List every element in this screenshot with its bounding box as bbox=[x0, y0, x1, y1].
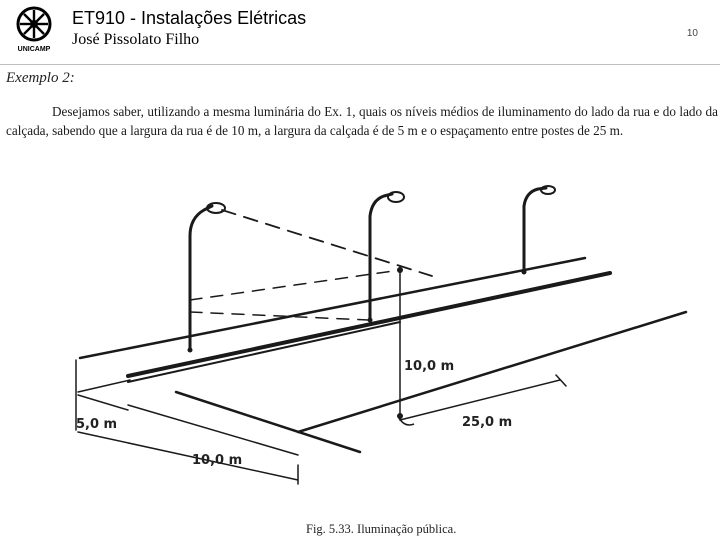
label-pole-height: 10,0 m bbox=[404, 359, 455, 374]
pole-base-middle bbox=[368, 318, 373, 323]
pole-right bbox=[524, 188, 546, 272]
height-dim-marker-top bbox=[397, 267, 403, 273]
problem-text: Desejamos saber, utilizando a mesma luminária do Ex. 1, quais os níveis médios de iluminamento do lado da rua e do lado da calçada, sabendo que a largura da rua é de 10 m, a largura da calçada é de 5 m e o espaçamento entre postes de 25 m. bbox=[6, 104, 718, 138]
example-title: Exemplo 2: bbox=[6, 70, 75, 86]
header-title: ET910 - Instalações Elétricas bbox=[72, 8, 307, 28]
road-edge-near-top bbox=[128, 322, 400, 382]
header-divider bbox=[0, 64, 720, 65]
dim-sidewalk bbox=[78, 395, 128, 410]
sidewalk-edge bbox=[298, 312, 686, 432]
label-sidewalk-width: 5,0 m bbox=[76, 417, 118, 432]
dim-street bbox=[128, 405, 298, 455]
header-author: José Pissolato Filho bbox=[72, 31, 200, 48]
logo-text: UNICAMP bbox=[17, 46, 51, 53]
road-edge-far bbox=[80, 258, 585, 358]
pole-base-right bbox=[522, 270, 527, 275]
street-lighting-figure bbox=[0, 180, 720, 520]
logo-emblem-icon bbox=[18, 8, 50, 40]
dim-base-left-ext bbox=[78, 380, 130, 392]
spacing-dim-line bbox=[400, 380, 560, 420]
page-number: 10 bbox=[686, 28, 698, 39]
dim-base-bottom bbox=[78, 432, 298, 480]
unicamp-logo bbox=[8, 4, 60, 54]
label-street-width: 10,0 m bbox=[192, 453, 243, 468]
luminaire-right bbox=[541, 186, 555, 194]
luminaire-middle bbox=[388, 192, 404, 202]
label-pole-spacing: 25,0 m bbox=[462, 415, 513, 430]
pole-base-left bbox=[188, 348, 193, 353]
figure-caption: Fig. 5.33. Iluminação pública. bbox=[306, 522, 457, 536]
pole-left bbox=[190, 206, 212, 350]
